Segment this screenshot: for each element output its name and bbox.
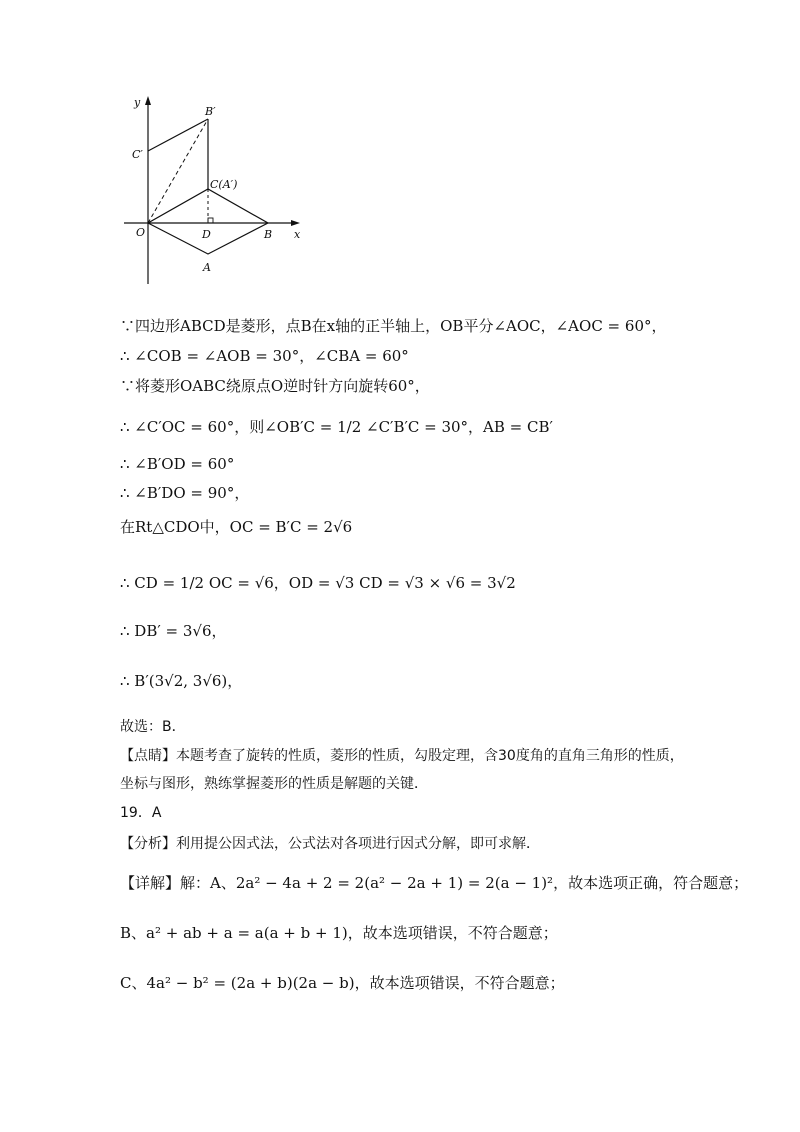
label-x: x bbox=[294, 228, 301, 241]
solution-line-8: ∴ CD = 1/2 OC = √6，OD = √3 CD = √3 × √6 = 3√2 bbox=[120, 574, 516, 592]
label-c-a-prime: C(A′) bbox=[210, 178, 238, 191]
label-b-prime: B′ bbox=[205, 105, 216, 118]
solution-line-1: ∵四边形ABCD是菱形，点B在x轴的正半轴上，OB平分∠AOC，∠AOC = 60°， bbox=[120, 317, 667, 335]
label-o: O bbox=[136, 226, 146, 239]
label-y: y bbox=[134, 96, 141, 109]
solution-line-6: ∴ ∠B′DO = 90°， bbox=[120, 484, 250, 502]
x-axis-arrow bbox=[291, 220, 300, 226]
solution-line-3: ∵将菱形OABC绕原点O逆时针方向旋转60°， bbox=[120, 377, 430, 395]
rhombus-rotation-figure bbox=[118, 92, 308, 292]
label-a: A bbox=[203, 261, 211, 274]
label-c-prime: C′ bbox=[132, 148, 143, 161]
label-d: D bbox=[202, 228, 211, 241]
answer-line: 故选：B． bbox=[120, 719, 186, 735]
solution-line-4: ∴ ∠C′OC = 60°，则∠OB′C = 1/2 ∠C′B′C = 30°，AB = CB′ bbox=[120, 418, 553, 436]
y-axis-arrow bbox=[145, 96, 151, 105]
detail-option-a: 【详解】解：A、2a² − 4a + 2 = 2(a² − 2a + 1) = 2(a − 1)²，故本选项正确，符合题意； bbox=[120, 874, 749, 892]
analysis-line: 【分析】利用提公因式法，公式法对各项进行因式分解，即可求解． bbox=[120, 836, 540, 852]
comment-line-2: 坐标与图形，熟练掌握菱形的性质是解题的关键． bbox=[120, 776, 428, 792]
solution-line-10: ∴ B′(3√2, 3√6)， bbox=[120, 672, 243, 690]
solution-line-9: ∴ DB′ = 3√6， bbox=[120, 622, 227, 640]
solution-line-7: 在Rt△CDO中，OC = B′C = 2√6 bbox=[120, 518, 353, 536]
detail-option-c: C、4a² − b² = (2a + b)(2a − b)，故本选项错误，不符合题意； bbox=[120, 974, 565, 992]
detail-option-b: B、a² + ab + a = a(a + b + 1)，故本选项错误，不符合题意； bbox=[120, 924, 558, 942]
comment-line-1: 【点睛】本题考查了旋转的性质，菱形的性质，勾股定理，含30度角的直角三角形的性质， bbox=[120, 748, 684, 764]
question-number: 19．A bbox=[120, 805, 162, 821]
solution-line-5: ∴ ∠B′OD = 60° bbox=[120, 455, 235, 473]
coordinate-diagram bbox=[118, 92, 308, 292]
right-angle-mark bbox=[208, 218, 213, 223]
label-b: B bbox=[264, 228, 273, 241]
solution-line-2: ∴ ∠COB = ∠AOB = 30°，∠CBA = 60° bbox=[120, 347, 409, 365]
